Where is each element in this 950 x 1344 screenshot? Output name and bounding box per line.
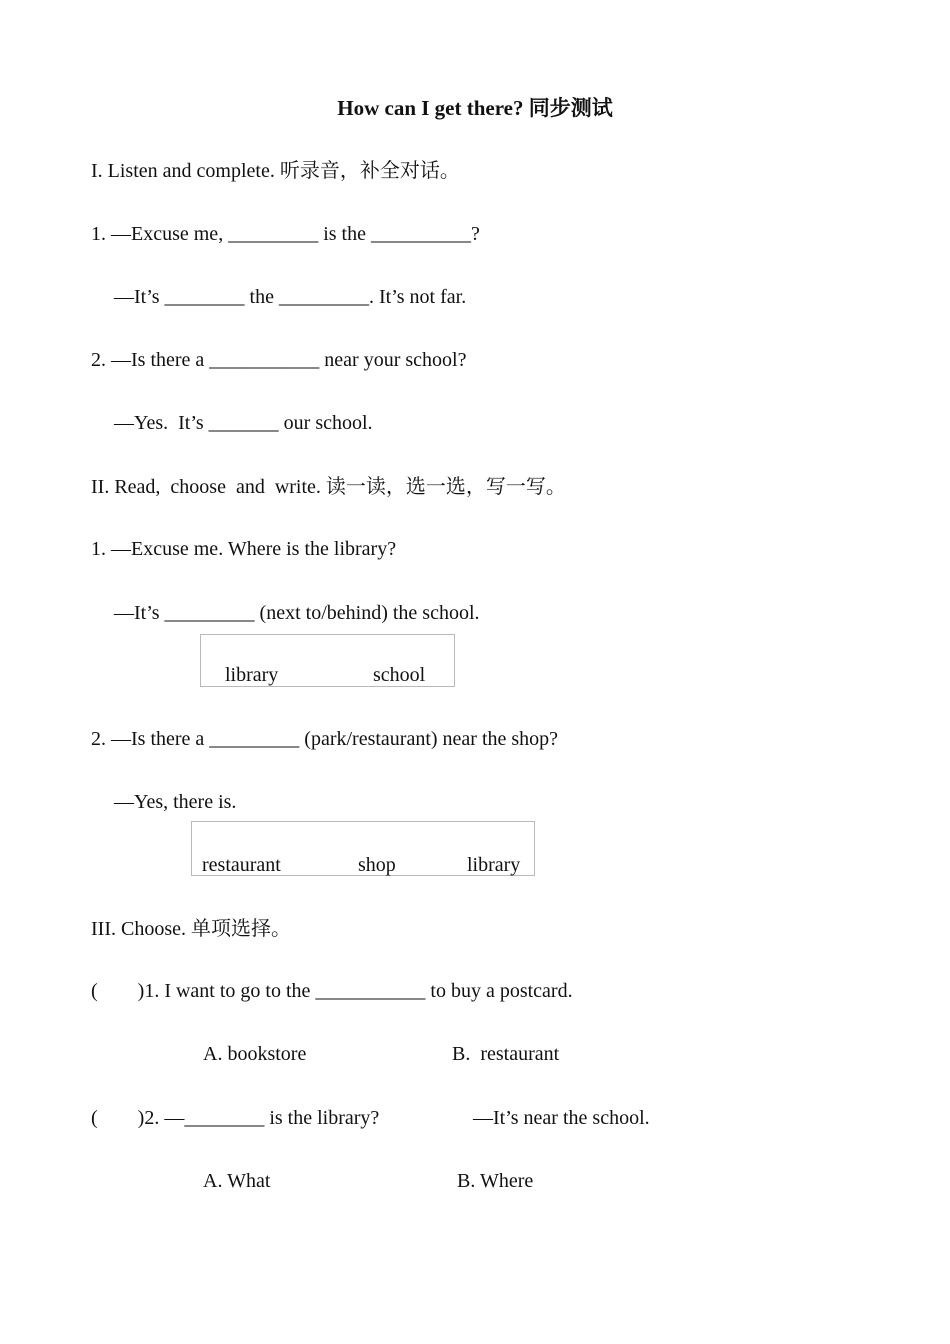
s3-question-2-option-a: A. What xyxy=(203,1170,271,1192)
s3-question-1-option-a: A. bookstore xyxy=(203,1043,307,1065)
s3-question-1: ( )1. I want to go to the ___________ to buy a postcard. xyxy=(91,980,573,1002)
word-box-2 xyxy=(191,821,535,876)
s3-question-2-answer: —It’s near the school. xyxy=(473,1107,650,1129)
s2-question-2-line-2: —Yes, there is. xyxy=(114,791,237,813)
section-2-heading: II. Read, choose and write. 读一读，选一选，写一写。 xyxy=(91,476,566,498)
s1-question-1-line-1: 1. —Excuse me, _________ is the __________? xyxy=(91,223,480,245)
page-title: How can I get there? 同步测试 xyxy=(337,96,613,120)
s2-question-2-line-1: 2. —Is there a _________ (park/restaurant) near the shop? xyxy=(91,728,559,750)
word-box-1 xyxy=(200,634,455,687)
word-box-1-word: school xyxy=(373,664,426,686)
word-box-1-word: library xyxy=(225,664,279,686)
word-box-2-word: library xyxy=(467,854,521,876)
s1-question-1-line-2: —It’s ________ the _________. It’s not far. xyxy=(114,286,467,308)
s3-question-1-option-b: B. restaurant xyxy=(452,1043,560,1065)
word-box-2-word: shop xyxy=(358,854,396,876)
s2-question-1-line-1: 1. —Excuse me. Where is the library? xyxy=(91,538,397,560)
s1-question-2-line-1: 2. —Is there a ___________ near your school? xyxy=(91,349,467,371)
section-1-heading: I. Listen and complete. 听录音，补全对话。 xyxy=(91,160,460,182)
s3-question-2-stem: ( )2. —________ is the library? xyxy=(91,1107,380,1129)
section-3-heading: III. Choose. 单项选择。 xyxy=(91,918,291,940)
s1-question-2-line-2: —Yes. It’s _______ our school. xyxy=(114,412,373,434)
word-box-2-word: restaurant xyxy=(202,854,281,876)
s3-question-2-option-b: B. Where xyxy=(457,1170,534,1192)
s2-question-1-line-2: —It’s _________ (next to/behind) the school. xyxy=(114,602,480,624)
